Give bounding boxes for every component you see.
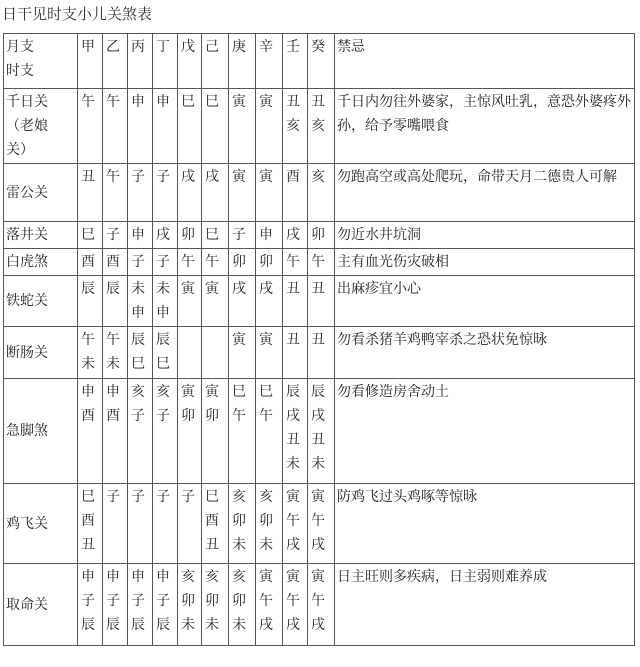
cell-line: 申 [131, 94, 145, 110]
cell-line: 子 [156, 489, 170, 505]
cell-line: 亥 [311, 169, 325, 185]
cell-line: 巳 [205, 489, 219, 505]
branch-cell [128, 379, 153, 484]
branch-cell [178, 564, 202, 646]
cell-line: 时支 [6, 63, 34, 79]
cell-line: 午 [311, 513, 325, 529]
branch-cell [178, 222, 202, 249]
branch-cell [256, 276, 283, 327]
branch-cell [229, 249, 256, 276]
taboo-note: 主有血光伤灾破相 [335, 249, 635, 276]
branch-cell [229, 276, 256, 327]
cell-line: 申 [156, 569, 170, 585]
cell-line: 巳 [81, 489, 95, 505]
cell-line: 亥 [311, 118, 325, 134]
cell-line: 丑 [205, 537, 219, 553]
table-row [4, 249, 635, 276]
cell-line: 子 [106, 227, 120, 243]
header-stem: 壬 [283, 34, 308, 89]
cell-line: 雷公关 [6, 184, 48, 201]
cell-line: 戌 [259, 617, 273, 633]
cell-line: 申 [259, 227, 273, 243]
branch-cell [229, 327, 256, 379]
cell-line: 白虎煞 [6, 254, 48, 270]
branch-cell [202, 484, 229, 564]
branch-cell [202, 89, 229, 164]
branch-cell [128, 164, 153, 222]
cell-line: 巳 [232, 384, 246, 400]
row-name [4, 249, 78, 276]
cell-line: 午 [181, 254, 195, 270]
branch-cell [178, 249, 202, 276]
table-row [4, 222, 635, 249]
branch-cell [178, 276, 202, 327]
cell-line: 午 [205, 254, 219, 270]
table-row [4, 164, 635, 222]
row-name [4, 484, 78, 564]
cell-line: 戌 [156, 227, 170, 243]
header-stem: 丙 [128, 34, 153, 89]
branch-cell [78, 164, 103, 222]
branch-cell [308, 89, 335, 164]
cell-line: 午 [106, 332, 120, 348]
branch-cell [308, 249, 335, 276]
table-row [4, 327, 635, 379]
cell-line: 午 [311, 254, 325, 270]
table-row [4, 89, 635, 164]
branch-cell [128, 89, 153, 164]
cell-line: 未 [259, 537, 273, 553]
cell-line: 子 [131, 254, 145, 270]
cell-line: 午 [311, 593, 325, 609]
cell-line: 酉 [106, 408, 120, 424]
cell-line: 子 [131, 169, 145, 185]
branch-cell [308, 276, 335, 327]
branch-cell [283, 379, 308, 484]
branch-cell [283, 276, 308, 327]
branch-cell [178, 89, 202, 164]
branch-cell [283, 222, 308, 249]
cell-line: 午 [286, 593, 300, 609]
cell-line: 巳 [181, 94, 195, 110]
cell-line: 子 [156, 408, 170, 424]
cell-line: 子 [131, 408, 145, 424]
row-name [4, 164, 78, 222]
taboo-note: 出麻疹宜小心 [335, 276, 635, 327]
branch-cell [153, 484, 178, 564]
cell-line: 戌 [286, 537, 300, 553]
cell-line: 酉 [205, 513, 219, 529]
branch-cell [103, 249, 128, 276]
cell-line: 戌 [205, 169, 219, 185]
cell-line: 未 [106, 356, 120, 372]
cell-line: 辰 [131, 617, 145, 633]
branch-cell [178, 327, 202, 379]
cell-line: 酉 [286, 169, 300, 185]
row-name [4, 564, 78, 646]
branch-cell [103, 276, 128, 327]
taboo-note: 勿看修造房舍动土 [335, 379, 635, 484]
branch-cell [283, 89, 308, 164]
cell-line: 午 [232, 408, 246, 424]
branch-cell [256, 222, 283, 249]
branch-cell [153, 276, 178, 327]
branch-cell [128, 327, 153, 379]
header-stem: 癸 [308, 34, 335, 89]
cell-line: 巳 [205, 227, 219, 243]
cell-line: 卯 [181, 408, 195, 424]
branch-cell [202, 564, 229, 646]
branch-cell [202, 164, 229, 222]
cell-line: 卯 [232, 254, 246, 270]
cell-line: 丑 [81, 537, 95, 553]
cell-line: 戌 [232, 281, 246, 297]
row-name [4, 89, 78, 164]
taboo-note: 日主旺则多疾病，日主弱则难养成 [335, 564, 635, 646]
table-row [4, 484, 635, 564]
branch-cell [128, 484, 153, 564]
cell-line: 未 [232, 617, 246, 633]
row-name [4, 222, 78, 249]
cell-line: 落井关 [6, 227, 48, 243]
branch-cell [283, 564, 308, 646]
cell-line: 申 [131, 227, 145, 243]
cell-line: 戌 [181, 169, 195, 185]
cell-line: 亥 [232, 489, 246, 505]
cell-line: 丑 [286, 281, 300, 297]
cell-line: 午 [106, 94, 120, 110]
cell-line: 鸡飞关 [6, 515, 48, 532]
taboo-note: 防鸡飞过头鸡啄等惊昹 [335, 484, 635, 564]
header-stem: 乙 [103, 34, 128, 89]
cell-line: 辰 [286, 384, 300, 400]
branch-cell [153, 222, 178, 249]
cell-line: 亥 [286, 118, 300, 134]
cell-line: 卯 [259, 254, 273, 270]
cell-line: 戌 [311, 617, 325, 633]
cell-line: 未 [232, 537, 246, 553]
cell-line: 子 [156, 593, 170, 609]
cell-line: 寅 [286, 489, 300, 505]
branch-cell [229, 379, 256, 484]
cell-line: 丑 [311, 432, 325, 448]
branch-cell [153, 249, 178, 276]
branch-cell [128, 222, 153, 249]
branch-cell [202, 276, 229, 327]
cell-line: 申 [81, 384, 95, 400]
cell-line: 戌 [286, 617, 300, 633]
cell-line: 寅 [181, 384, 195, 400]
cell-line: 丑 [311, 94, 325, 110]
cell-line: 辰 [156, 332, 170, 348]
table-row [4, 276, 635, 327]
guansha-table [3, 33, 635, 646]
cell-line: 午 [81, 94, 95, 110]
cell-line: 戌 [311, 408, 325, 424]
cell-line: 千日关 [6, 94, 48, 110]
branch-cell [153, 89, 178, 164]
branch-cell [153, 564, 178, 646]
branch-cell [229, 164, 256, 222]
cell-line: 未 [156, 281, 170, 297]
branch-cell [178, 164, 202, 222]
cell-line: 辰 [156, 617, 170, 633]
cell-line: 亥 [181, 569, 195, 585]
cell-line: 戌 [286, 408, 300, 424]
branch-cell [256, 89, 283, 164]
cell-line: 亥 [156, 384, 170, 400]
branch-cell [178, 379, 202, 484]
cell-line: 卯 [311, 227, 325, 243]
cell-line: 卯 [259, 513, 273, 529]
cell-line: 子 [131, 489, 145, 505]
cell-line: 子 [156, 169, 170, 185]
branch-cell [128, 276, 153, 327]
cell-line: （老娘 [6, 118, 48, 134]
branch-cell [78, 327, 103, 379]
table-row [4, 379, 635, 484]
cell-line: 戌 [259, 281, 273, 297]
cell-line: 辰 [81, 617, 95, 633]
cell-line: 未 [81, 356, 95, 372]
cell-line: 辰 [131, 332, 145, 348]
branch-cell [308, 564, 335, 646]
cell-line: 辰 [81, 281, 95, 297]
branch-cell [78, 222, 103, 249]
header-stem: 己 [202, 34, 229, 89]
cell-line: 寅 [259, 169, 273, 185]
branch-cell [103, 222, 128, 249]
cell-line: 亥 [232, 569, 246, 585]
cell-line: 午 [259, 408, 273, 424]
branch-cell [283, 249, 308, 276]
cell-line: 寅 [259, 332, 273, 348]
row-name [4, 276, 78, 327]
cell-line: 铁蛇关 [6, 293, 48, 309]
cell-line: 卯 [232, 593, 246, 609]
taboo-note: 勿近水井坑洞 [335, 222, 635, 249]
branch-cell [103, 379, 128, 484]
cell-line: 丑 [286, 94, 300, 110]
cell-line: 午 [286, 254, 300, 270]
branch-cell [256, 249, 283, 276]
cell-line: 未 [205, 617, 219, 633]
branch-cell [153, 379, 178, 484]
branch-cell [256, 484, 283, 564]
taboo-note: 千日内勿往外婆家，主惊风吐乳，意恐外婆疼外孙，给予零嘴喂食 [335, 89, 635, 164]
cell-line: 急脚煞 [6, 423, 48, 439]
cell-line: 巳 [156, 356, 170, 372]
header-month-hour [4, 34, 78, 89]
cell-line: 寅 [311, 569, 325, 585]
branch-cell [178, 484, 202, 564]
branch-cell [308, 484, 335, 564]
branch-cell [78, 276, 103, 327]
cell-line: 辰 [106, 617, 120, 633]
header-stem: 庚 [229, 34, 256, 89]
cell-line: 辰 [106, 281, 120, 297]
branch-cell [256, 327, 283, 379]
branch-cell [283, 484, 308, 564]
cell-line: 亥 [259, 489, 273, 505]
cell-line: 亥 [131, 384, 145, 400]
cell-line: 申 [131, 305, 145, 321]
cell-line: 未 [311, 456, 325, 472]
cell-line: 亥 [205, 569, 219, 585]
branch-cell [202, 222, 229, 249]
header-taboo: 禁忌 [335, 34, 635, 89]
branch-cell [283, 164, 308, 222]
branch-cell [229, 484, 256, 564]
branch-cell [78, 564, 103, 646]
branch-cell [308, 379, 335, 484]
cell-line: 月支 [6, 39, 34, 55]
cell-line: 巳 [205, 94, 219, 110]
branch-cell [202, 379, 229, 484]
cell-line: 申 [156, 305, 170, 321]
cell-line: 午 [81, 332, 95, 348]
cell-line: 申 [106, 384, 120, 400]
branch-cell [128, 564, 153, 646]
cell-line: 寅 [205, 384, 219, 400]
cell-line: 断肠关 [6, 344, 48, 361]
branch-cell [78, 249, 103, 276]
header-stem: 辛 [256, 34, 283, 89]
header-row [4, 34, 635, 89]
cell-line: 午 [106, 169, 120, 185]
cell-line: 酉 [81, 513, 95, 529]
branch-cell [78, 89, 103, 164]
page-title: 日干见时支小儿关煞表 [2, 5, 153, 23]
branch-cell [229, 89, 256, 164]
branch-cell [128, 249, 153, 276]
branch-cell [78, 379, 103, 484]
branch-cell [229, 564, 256, 646]
cell-line: 卯 [205, 593, 219, 609]
cell-line: 子 [156, 254, 170, 270]
cell-line: 寅 [286, 569, 300, 585]
taboo-note: 勿看杀猪羊鸡鸭宰杀之恐状免惊昹 [335, 327, 635, 379]
cell-line: 子 [131, 593, 145, 609]
cell-line: 戌 [286, 227, 300, 243]
cell-line: 巳 [81, 227, 95, 243]
cell-line: 丑 [311, 281, 325, 297]
branch-cell [103, 164, 128, 222]
cell-line: 未 [286, 456, 300, 472]
cell-line: 寅 [181, 281, 195, 297]
header-stem: 戊 [178, 34, 202, 89]
branch-cell [153, 164, 178, 222]
cell-line: 午 [259, 593, 273, 609]
branch-cell [256, 164, 283, 222]
table-row [4, 564, 635, 646]
cell-line: 巳 [259, 384, 273, 400]
row-name [4, 327, 78, 379]
cell-line: 子 [81, 593, 95, 609]
cell-line: 子 [106, 593, 120, 609]
branch-cell [202, 327, 229, 379]
branch-cell [103, 564, 128, 646]
cell-line: 卯 [232, 513, 246, 529]
branch-cell [103, 89, 128, 164]
cell-line: 寅 [232, 332, 246, 348]
branch-cell [308, 164, 335, 222]
cell-line: 申 [106, 569, 120, 585]
branch-cell [103, 484, 128, 564]
cell-line: 申 [81, 569, 95, 585]
header-stem: 丁 [153, 34, 178, 89]
cell-line: 午 [286, 513, 300, 529]
cell-line: 子 [106, 489, 120, 505]
cell-line: 取命关 [6, 596, 48, 613]
branch-cell [202, 249, 229, 276]
cell-line: 丑 [286, 432, 300, 448]
cell-line: 丑 [81, 169, 95, 185]
cell-line: 申 [156, 94, 170, 110]
cell-line: 寅 [232, 169, 246, 185]
cell-line: 寅 [259, 94, 273, 110]
cell-line: 寅 [205, 281, 219, 297]
branch-cell [283, 327, 308, 379]
cell-line: 酉 [106, 254, 120, 270]
cell-line: 酉 [81, 408, 95, 424]
cell-line: 巳 [131, 356, 145, 372]
cell-line: 寅 [259, 569, 273, 585]
cell-line: 寅 [232, 94, 246, 110]
branch-cell [153, 327, 178, 379]
branch-cell [256, 564, 283, 646]
cell-line: 子 [232, 227, 246, 243]
cell-line: 未 [131, 281, 145, 297]
cell-line: 卯 [181, 593, 195, 609]
branch-cell [308, 327, 335, 379]
branch-cell [256, 379, 283, 484]
row-name [4, 379, 78, 484]
branch-cell [78, 484, 103, 564]
cell-line: 戌 [311, 537, 325, 553]
cell-line: 关） [6, 142, 34, 158]
cell-line: 酉 [81, 254, 95, 270]
branch-cell [229, 222, 256, 249]
cell-line: 寅 [311, 489, 325, 505]
cell-line: 卯 [181, 227, 195, 243]
cell-line: 申 [131, 569, 145, 585]
cell-line: 子 [181, 489, 195, 505]
header-stem: 甲 [78, 34, 103, 89]
cell-line: 未 [181, 617, 195, 633]
cell-line: 辰 [311, 384, 325, 400]
branch-cell [308, 222, 335, 249]
cell-line: 卯 [205, 408, 219, 424]
branch-cell [103, 327, 128, 379]
cell-line: 丑 [311, 332, 325, 348]
taboo-note: 勿跑高空或高处爬玩，命带天月二德贵人可解 [335, 164, 635, 222]
cell-line: 丑 [286, 332, 300, 348]
